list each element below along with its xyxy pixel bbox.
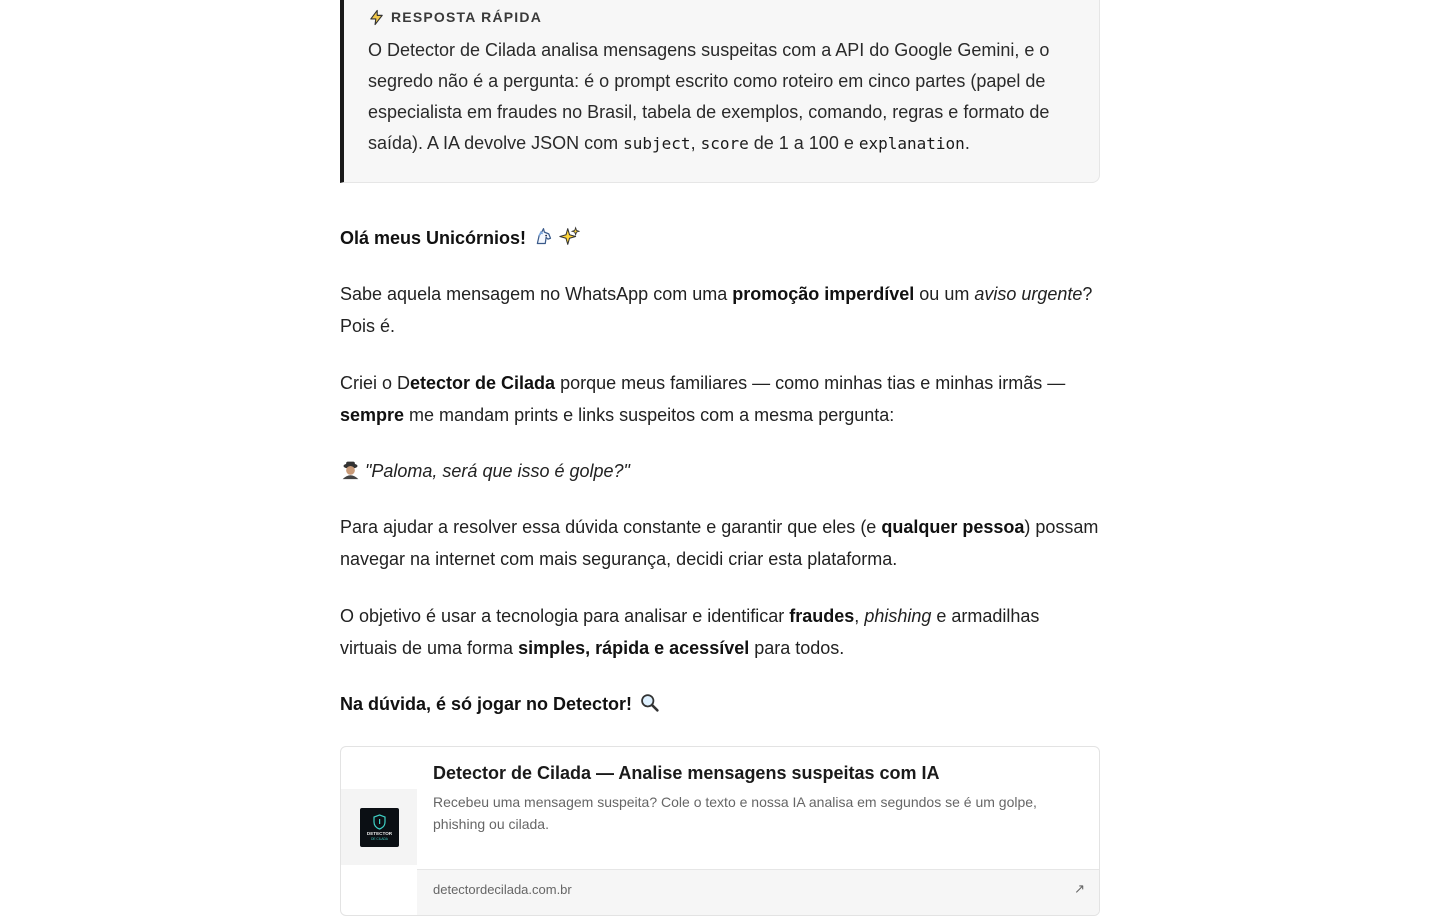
- code-explanation: explanation: [858, 134, 965, 153]
- card-thumbnail: [341, 789, 417, 865]
- magnifier-emoji-icon: [639, 692, 660, 713]
- card-description: Recebeu uma mensagem suspeita? Cole o texto e nossa IA analisa em segundos se é um golpe, phishing ou cilada.: [433, 794, 1037, 832]
- card-domain: detectordecilada.com.br: [433, 882, 572, 897]
- link-preview-card[interactable]: [340, 746, 1100, 916]
- paragraph-goal: O objetivo é usar a tecnologia para analisar e identificar fraudes, phishing e armadilhas virtuais de uma forma simples, rápida e acessível para todos.: [340, 606, 1040, 658]
- svg-text:DETECTOR: DETECTOR: [366, 830, 392, 836]
- quick-answer-callout: [340, 0, 1100, 183]
- bolt-icon: [368, 9, 385, 26]
- code-subject: subject: [623, 134, 691, 153]
- svg-text:DE CILADA: DE CILADA: [370, 836, 388, 841]
- sparkles-emoji-icon: [559, 226, 580, 247]
- callout-header: [368, 8, 1075, 26]
- paragraph-motivation: Criei o Detector de Cilada porque meus familiares — como minhas tias e minhas irmãs — sempre me mandam prints e links suspeitos com a mesma pergunta:: [340, 373, 1066, 425]
- shield-icon: [360, 808, 399, 847]
- article-body: [340, 0, 1100, 897]
- paragraph-purpose: Para ajudar a resolver essa dúvida constante e garantir que eles (e qualquer pessoa) possam navegar na internet com mais segurança, decidi criar esta plataforma.: [340, 517, 1099, 569]
- card-title[interactable]: Detector de Cilada — Analise mensagens suspeitas com IA: [433, 763, 940, 783]
- quote-line: "Paloma, será que isso é golpe?": [340, 456, 1100, 488]
- unicorn-emoji-icon: [533, 226, 554, 247]
- card-footer[interactable]: [417, 869, 1099, 916]
- detective-emoji-icon: [340, 459, 361, 480]
- greeting: Olá meus Unicórnios!: [340, 223, 1100, 255]
- detector-logo: [360, 808, 399, 847]
- external-link-icon[interactable]: ↗: [1074, 881, 1085, 896]
- call-to-action: Na dúvida, é só jogar no Detector!: [340, 689, 1100, 721]
- callout-text: O Detector de Cilada analisa mensagens suspeitas com a API do Google Gemini, e o segredo não é a pergunta: é o prompt escrito como roteiro em cinco partes (papel de especialista em fraudes no Brasil, tabela de exemplos, comando, regras e formato de saída). A IA devolve JSON com subject, score de 1 a 100 e explanation.: [368, 40, 1050, 153]
- callout-label: RESPOSTA RÁPIDA: [391, 9, 543, 25]
- code-score: score: [700, 134, 749, 153]
- paragraph-intro: Sabe aquela mensagem no WhatsApp com uma promoção imperdível ou um aviso urgente? Pois é.: [340, 284, 1093, 336]
